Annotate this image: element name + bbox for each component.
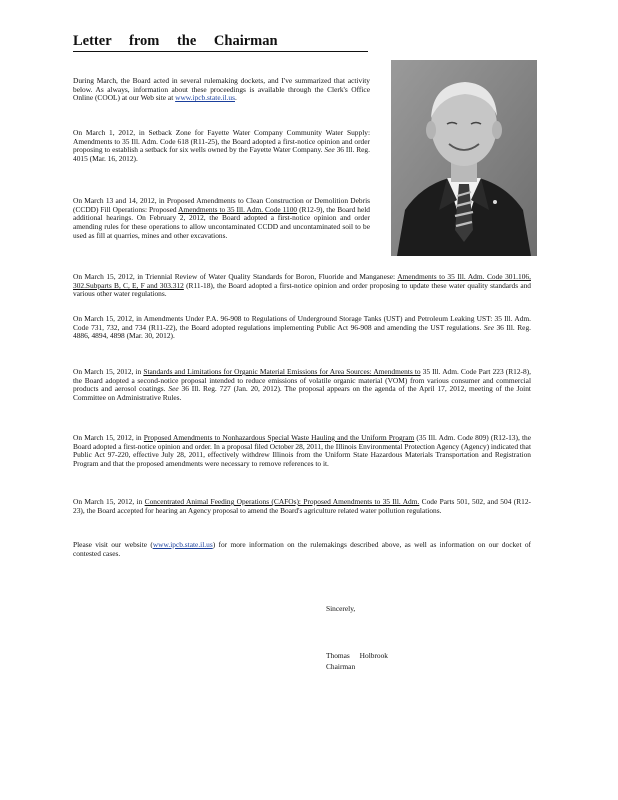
intro-paragraph: During March, the Board acted in several rulemaking dockets, and I've summarized that activity below. As always, information about these proceedings is available through the Clerk's Office Online (COOL) at our Web site at www.ipcb.state.il.us. <box>73 76 370 103</box>
paragraph-visit-website: Please visit our website (www.ipcb.state.il.us) for more information on the rulemakings described above, as well as information on our docket of contested cases. <box>73 540 531 558</box>
closing-salutation: Sincerely, <box>326 604 356 613</box>
paragraph-organic-emissions: On March 15, 2012, in Standards and Limitations for Organic Material Emissions for Area Sources: Amendments to 35 Ill. Adm. Code Part 223 (R12-8), the Board adopted a second-notice proposal intended to reduce emissions of volatile organic material (VOM) from various consumer and commercial products and aerosol coatings. See 36 Ill. Reg. 727 (Jan. 20, 2012). The proposal appears on the agenda of the April 17, 2012, meeting of the Joint Committee on Administrative Rules. <box>73 367 531 403</box>
paragraph-special-waste: On March 15, 2012, in Proposed Amendments to Nonhazardous Special Waste Hauling and the Uniform Program (35 Ill. Adm. Code 809) (R12-13), the Board adopted a first-notice opinion and order. In a proposal filed October 28, 2011, the Illinois Environmental Protection Agency (Agency) indicated that Public Act 97-220, effective July 28, 2011, effectively withdrew Illinois from the Uniform State Hazardous Materials Transportation and Registration Program and that the proposed amendments were necessary to remove references to it. <box>73 433 531 469</box>
paragraph-cafos: On March 15, 2012, in Concentrated Animal Feeding Operations (CAFOs): Proposed Amendments to 35 Ill. Adm. Code Parts 501, 502, and 504 (R12-23), the Board accepted for hearing an Agency proposal to amend the Board's agriculture related water pollution regulations. <box>73 497 531 515</box>
paragraph-water-quality: On March 15, 2012, in Triennial Review of Water Quality Standards for Boron, Fluoride and Manganese: Amendments to 35 Ill. Adm. Code 301.106, 302.Subparts B, C, E, F and 303.312 (R11-18), the Board adopted a first-notice opinion and order proposing to update these water quality standards and various other water regulations. <box>73 272 531 299</box>
signer-title: Chairman <box>326 662 356 671</box>
paragraph-ccdd: On March 13 and 14, 2012, in Proposed Amendments to Clean Construction or Demolition Debris (CCDD) Fill Operations: Proposed Amendments to 35 Ill. Adm. Code 1100 (R12-9), the Board held additional hearings. On February 2, 2012, the Board adopted a first-notice opinion and order amending rules for these operations to allow uncontaminated CCDD and uncontaminated soil to be used as fill at quarries, mines and other excavations. <box>73 196 370 240</box>
paragraph-ust: On March 15, 2012, in Amendments Under P.A. 96-908 to Regulations of Underground Storage Tanks (UST) and Petroleum Leaking UST: 35 Ill. Adm. Code 731, 732, and 734 (R11-22), the Board adopted regulations implementing Public Act 96-908 and amending the UST regulations. See 36 Ill. Reg. 4886, 4894, 4898 (Mar. 30, 2012). <box>73 314 531 341</box>
signer-name: Thomas Holbrook <box>326 651 388 660</box>
chairman-portrait-photo <box>391 60 537 256</box>
website-link-2[interactable]: www.ipcb.state.il.us <box>152 540 213 549</box>
website-link[interactable]: www.ipcb.state.il.us <box>175 93 235 103</box>
page-title: Letter from the Chairman <box>73 33 368 52</box>
paragraph-setback-zone: On March 1, 2012, in Setback Zone for Fayette Water Company Community Water Supply: Amendments to 35 Ill. Adm. Code 618 (R11-25), the Board adopted a first-notice opinion and order proposing to establish a setback for six wells owned by the Fayette Water Company. See 36 Ill. Reg. 4015 (Mar. 16, 2012). <box>73 128 370 164</box>
